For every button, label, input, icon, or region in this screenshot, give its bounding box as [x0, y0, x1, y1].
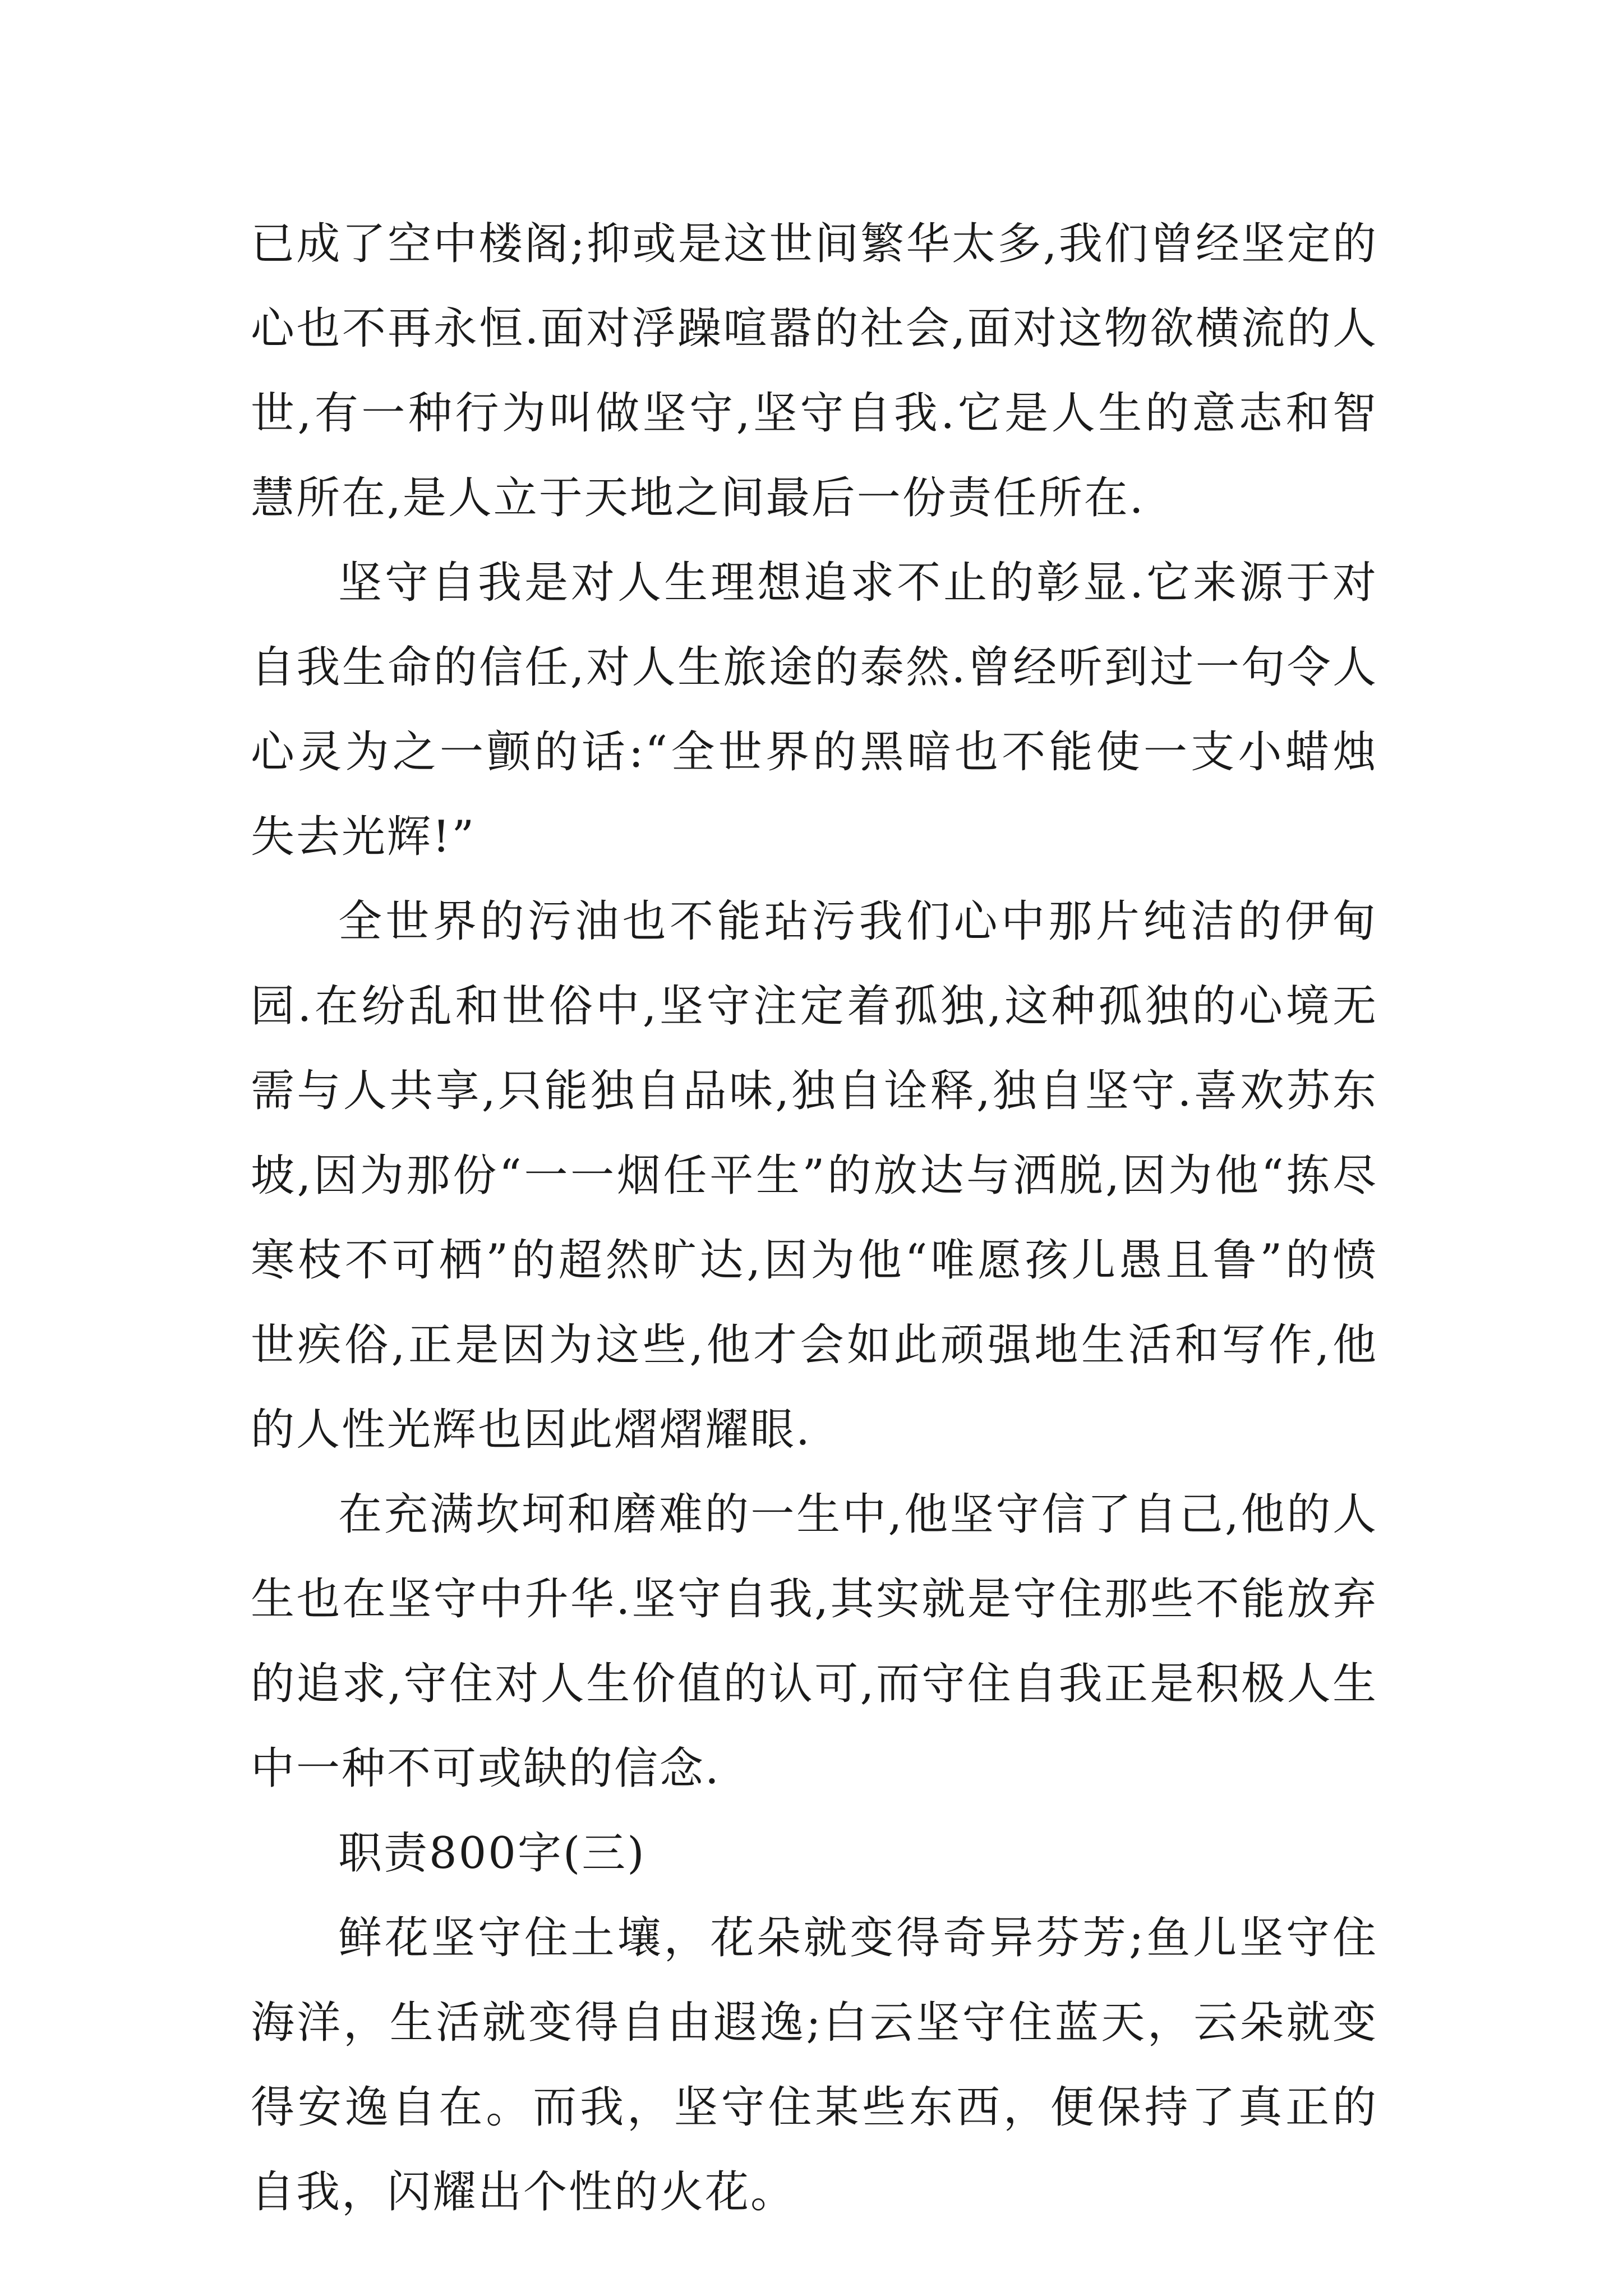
paragraph-continuation: 已成了空中楼阁;抑或是这世间繁华太多,我们曾经坚定的心也不再永恒.面对浮躁喧嚣的社会,面对这物欲横流的人世,有一种行为叫做坚守,坚守自我.它是人生的意志和智慧所在,是人立于天地之间最后一份责任所在. [251, 219, 1378, 523]
paragraph-eden: 全世界的污油也不能玷污我们心中那片纯洁的伊甸园.在纷乱和世俗中,坚守注定着孤独,这种孤独的心境无需与人共享,只能独自品味,独自诠释,独自坚守.喜欢苏东坡,因为那份“一一烟任平生”的放达与洒脱,因为他“拣尽寒枝不可栖”的超然旷达,因为他“唯愿孩儿愚且鲁”的愤世疾俗,正是因为这些,他才会如此顽强地生活和写作,他的人性光辉也因此熠熠耀眼. [251, 896, 1378, 1455]
document-page [251, 202, 1378, 2235]
section-heading: 职责800字(三) [338, 1828, 646, 1879]
paragraph-flowers: 鲜花坚守住土壤，花朵就变得奇异芬芳;鱼儿坚守住海洋，生活就变得自由遐逸;白云坚守住蓝天，云朵就变得安逸自在。而我，坚守住某些东西，便保持了真正的自我，闪耀出个性的火花。 [251, 1913, 1378, 2217]
paragraph-self-persistence: 坚守自我是对人生理想追求不止的彰显.它来源于对自我生命的信任,对人生旅途的泰然.曾经听到过一句令人心灵为之一颤的话:“全世界的黑暗也不能使一支小蜡烛失去光辉!” [251, 558, 1378, 862]
paragraph-hardship: 在充满坎坷和磨难的一生中,他坚守信了自己,他的人生也在坚守中升华.坚守自我,其实就是守住那些不能放弃的追求,守住对人生价值的认可,而守住自我正是积极人生中一种不可或缺的信念. [251, 1489, 1378, 1794]
